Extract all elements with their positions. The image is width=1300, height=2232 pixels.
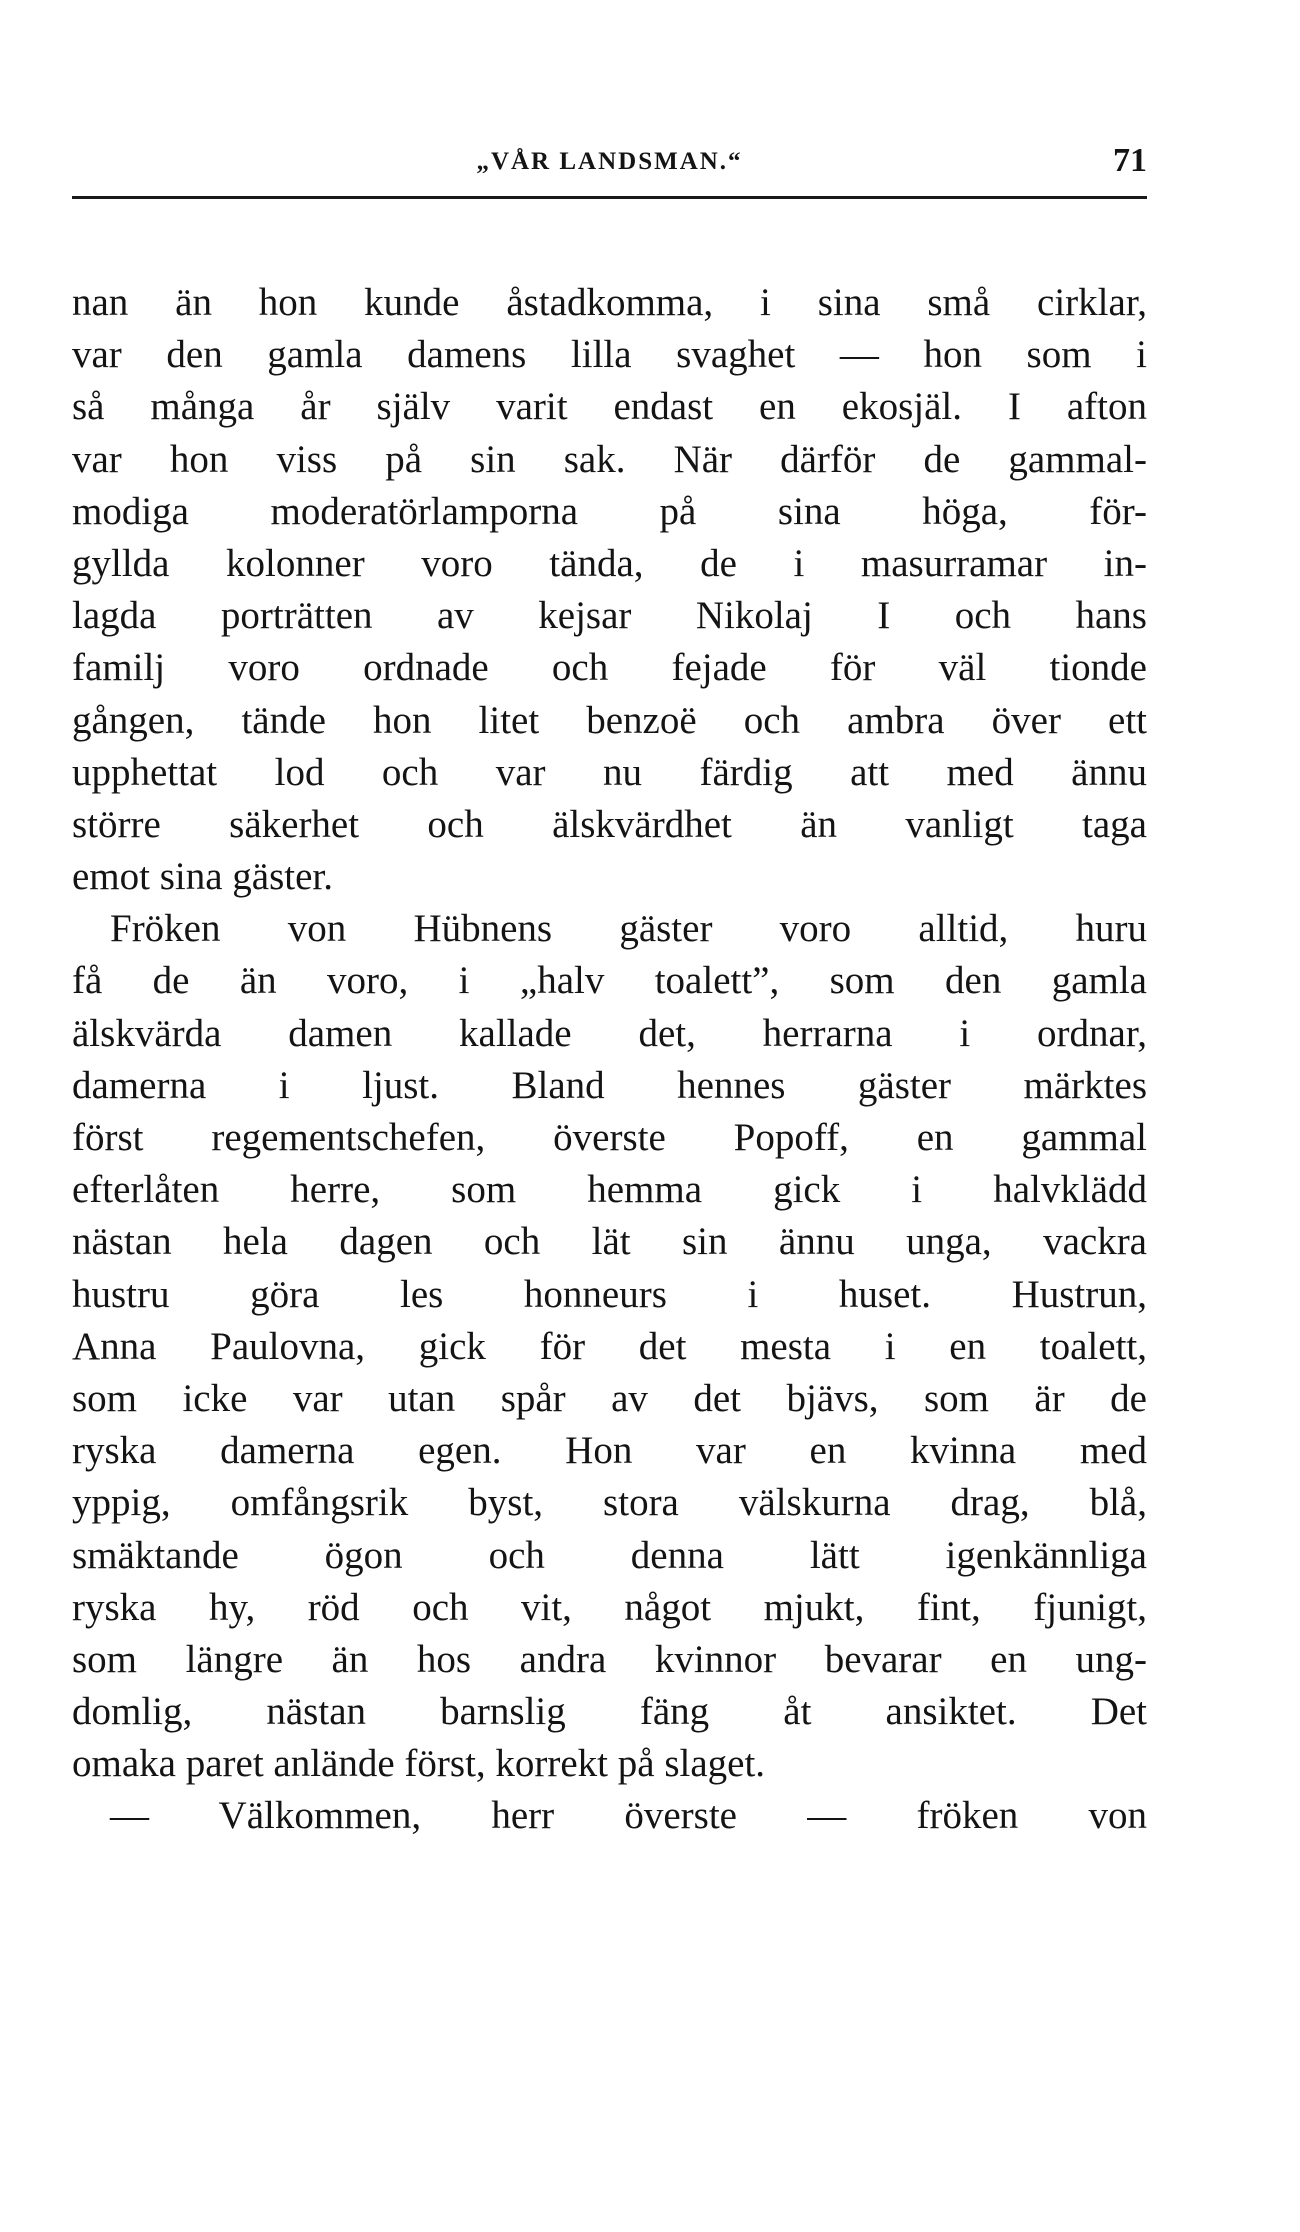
text-line: nästan hela dagen och lät sin ännu unga, vackra xyxy=(72,1220,1147,1264)
text-line: var hon viss på sin sak. När därför de gammal- xyxy=(72,437,1147,481)
paragraph-end-line: emot sina gäster. xyxy=(72,855,334,899)
text-line: familj voro ordnade och fejade för väl tionde xyxy=(72,646,1147,690)
running-title: „VÅR LANDSMAN.“ xyxy=(476,148,743,175)
text-line: efterlåten herre, som hemma gick i halvklädd xyxy=(72,1168,1147,1212)
paragraph-end-line: omaka paret anlände först, korrekt på slaget. xyxy=(72,1742,766,1786)
text-line: yppig, omfångsrik byst, stora välskurna drag, blå, xyxy=(72,1481,1147,1525)
running-head xyxy=(72,140,1147,190)
text-line: modiga moderatörlamporna på sina höga, för- xyxy=(72,489,1147,533)
text-line: domlig, nästan barnslig fäng åt ansiktet. Det xyxy=(72,1690,1147,1734)
body-text xyxy=(72,277,1147,1843)
text-line: som icke var utan spår av det bjävs, som är de xyxy=(72,1376,1147,1420)
book-page xyxy=(72,140,1147,1843)
paragraph-start-line: Fröken von Hübnens gäster voro alltid, huru xyxy=(110,907,1147,951)
text-line: damerna i ljust. Bland hennes gäster märktes xyxy=(72,1063,1147,1107)
text-line: älskvärda damen kallade det, herrarna i ordnar, xyxy=(72,1011,1147,1055)
text-line: gyllda kolonner voro tända, de i masurramar in- xyxy=(72,541,1147,585)
header-rule xyxy=(72,196,1147,199)
text-line: ryska damerna egen. Hon var en kvinna med xyxy=(72,1429,1147,1473)
text-line: först regementschefen, överste Popoff, en gammal xyxy=(72,1116,1147,1159)
text-line: få de än voro, i „halv toalett”, som den gamla xyxy=(72,959,1147,1003)
dialogue-line: — Välkommen, herr överste — fröken von xyxy=(110,1794,1147,1838)
text-line: Anna Paulovna, gick för det mesta i en toalett, xyxy=(72,1324,1147,1368)
text-line: hustru göra les honneurs i huset. Hustrun, xyxy=(72,1272,1147,1316)
text-line: ryska hy, röd och vit, något mjukt, fint, fjunigt, xyxy=(72,1585,1147,1629)
page-number: 71 xyxy=(1113,142,1147,179)
text-line: upphettat lod och var nu färdig att med ännu xyxy=(72,750,1147,794)
text-line: större säkerhet och älskvärdhet än vanligt taga xyxy=(72,802,1147,846)
text-line: lagda porträtten av kejsar Nikolaj I och hans xyxy=(72,594,1147,638)
text-line: nan än hon kunde åstadkomma, i sina små cirklar, xyxy=(72,281,1147,324)
text-line: gången, tände hon litet benzoë och ambra över ett xyxy=(72,698,1147,742)
text-line: som längre än hos andra kvinnor bevarar en ung- xyxy=(72,1637,1147,1681)
text-line: var den gamla damens lilla svaghet — hon som i xyxy=(72,333,1147,377)
text-line: smäktande ögon och denna lätt igenkännliga xyxy=(72,1533,1147,1577)
text-line: så många år själv varit endast en ekosjäl. I afton xyxy=(72,385,1147,429)
